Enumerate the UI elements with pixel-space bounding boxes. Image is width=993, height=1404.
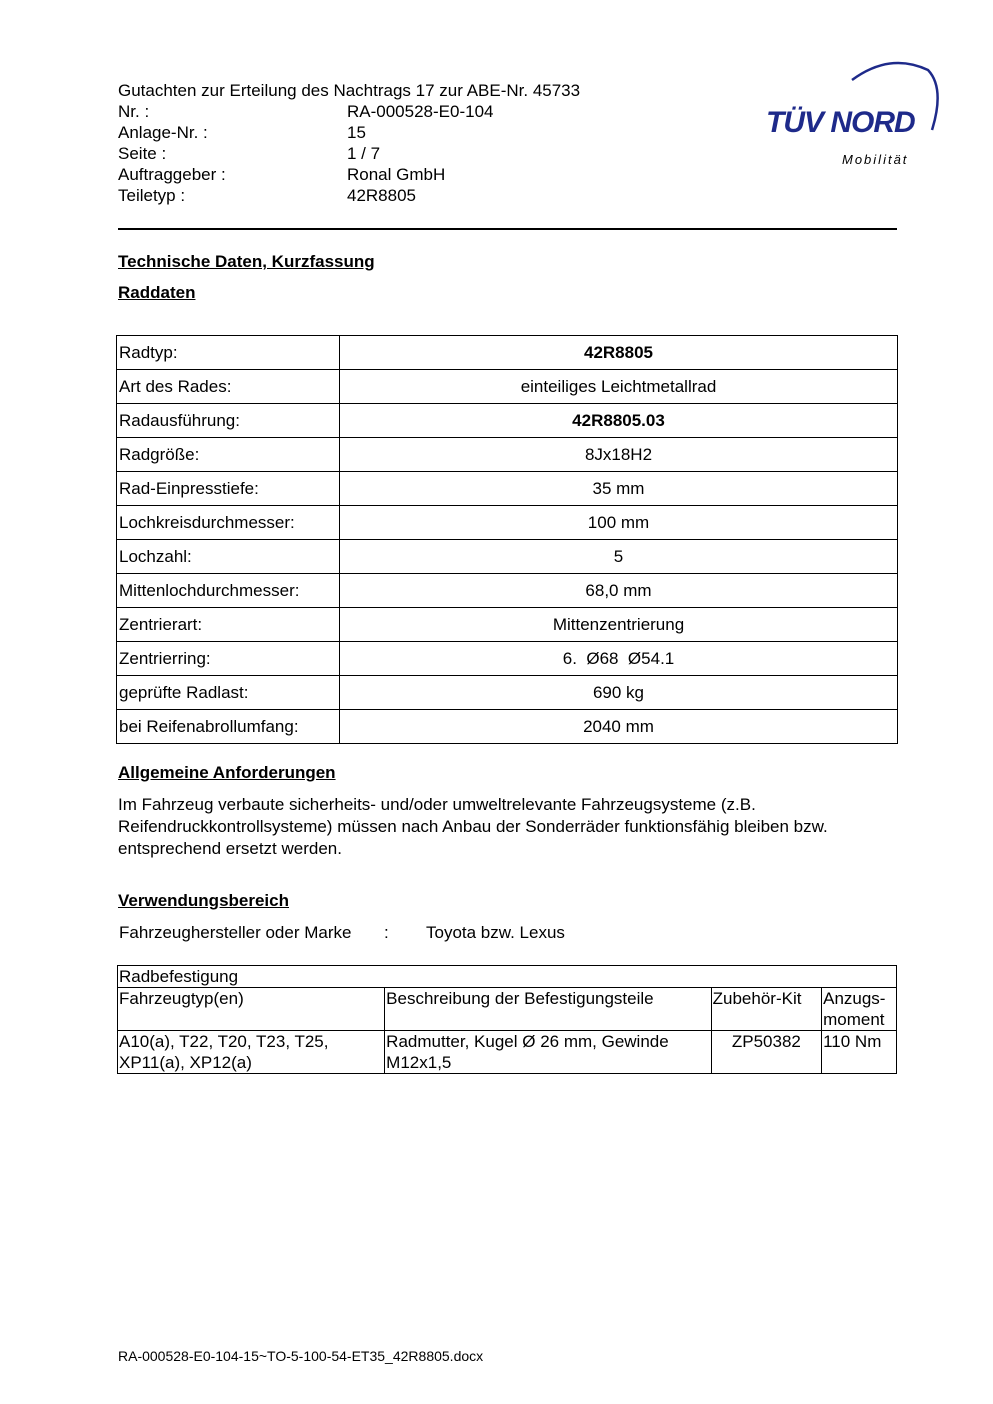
table-row: Art des Rades: einteiliges Leichtmetallrad (117, 370, 898, 404)
table-row: geprüfte Radlast: 690 kg (117, 676, 898, 710)
table-row: bei Reifenabrollumfang: 2040 mm (117, 710, 898, 744)
logo-subtitle: Mobilität (842, 152, 909, 167)
header-row-anlage: Anlage-Nr. : 15 (118, 123, 366, 142)
table-row: Mittenlochdurchmesser: 68,0 mm (117, 574, 898, 608)
header-divider (118, 228, 897, 230)
wheel-data-table (116, 335, 898, 744)
table-row: Rad-Einpresstiefe: 35 mm (117, 472, 898, 506)
header-row-teiletyp: Teiletyp : 42R8805 (118, 186, 417, 205)
table-row: Radausführung: 42R8805.03 (117, 404, 898, 438)
section-raddaten: Raddaten (118, 283, 196, 302)
table-title-row: Radbefestigung (118, 966, 897, 988)
hersteller-label: Fahrzeughersteller oder Marke (119, 923, 352, 942)
table-row: Lochkreisdurchmesser: 100 mm (117, 506, 898, 540)
footer-filename: RA-000528-E0-104-15~TO-5-100-54-ET35_42R8805.docx (118, 1348, 484, 1364)
table-row: Lochzahl: 5 (117, 540, 898, 574)
table-row: Radgröße: 8Jx18H2 (117, 438, 898, 472)
document-header (118, 80, 580, 206)
table-row: Zentrierart: Mittenzentrierung (117, 608, 898, 642)
header-row-auftraggeber: Auftraggeber : Ronal GmbH (118, 165, 446, 184)
tuv-nord-logo (760, 58, 940, 173)
logo-brand: TÜV NORD (766, 106, 915, 139)
header-row-seite: Seite : 1 / 7 (118, 144, 381, 163)
section-technische-daten: Technische Daten, Kurzfassung (118, 252, 375, 271)
hersteller-separator: : (384, 923, 389, 942)
header-row-nr: Nr. : RA-000528-E0-104 (118, 102, 494, 121)
table-row: Radtyp: 42R8805 (117, 336, 898, 370)
section-verwendungsbereich: Verwendungsbereich (118, 891, 289, 910)
table-row: Zentrierring: 6. Ø68 Ø54.1 (117, 642, 898, 676)
table-header-row: Fahrzeugtyp(en) Beschreibung der Befestigungsteile Zubehör-Kit Anzugs- moment (118, 988, 897, 1031)
report-title: Gutachten zur Erteilung des Nachtrags 17 zur ABE-Nr. 45733 (118, 81, 581, 100)
hersteller-value: Toyota bzw. Lexus (426, 923, 565, 942)
table-row: A10(a), T22, T20, T23, T25, XP11(a), XP12(a) Radmutter, Kugel Ø 26 mm, Gewinde M12x1,5 ZP50382 110 Nm (118, 1031, 897, 1074)
radbefestigung-table (117, 965, 897, 1074)
section-allgemeine-anforderungen: Allgemeine Anforderungen (118, 763, 336, 782)
allgemeine-paragraph: Im Fahrzeug verbaute sicherheits- und/oder umweltrelevante Fahrzeugsysteme (z.B. Reifendruckkontrollsysteme) müssen nach Anbau der Sonderräder funktionsfähig bleiben bzw. entsprechend ersetzt werden. (118, 795, 828, 858)
